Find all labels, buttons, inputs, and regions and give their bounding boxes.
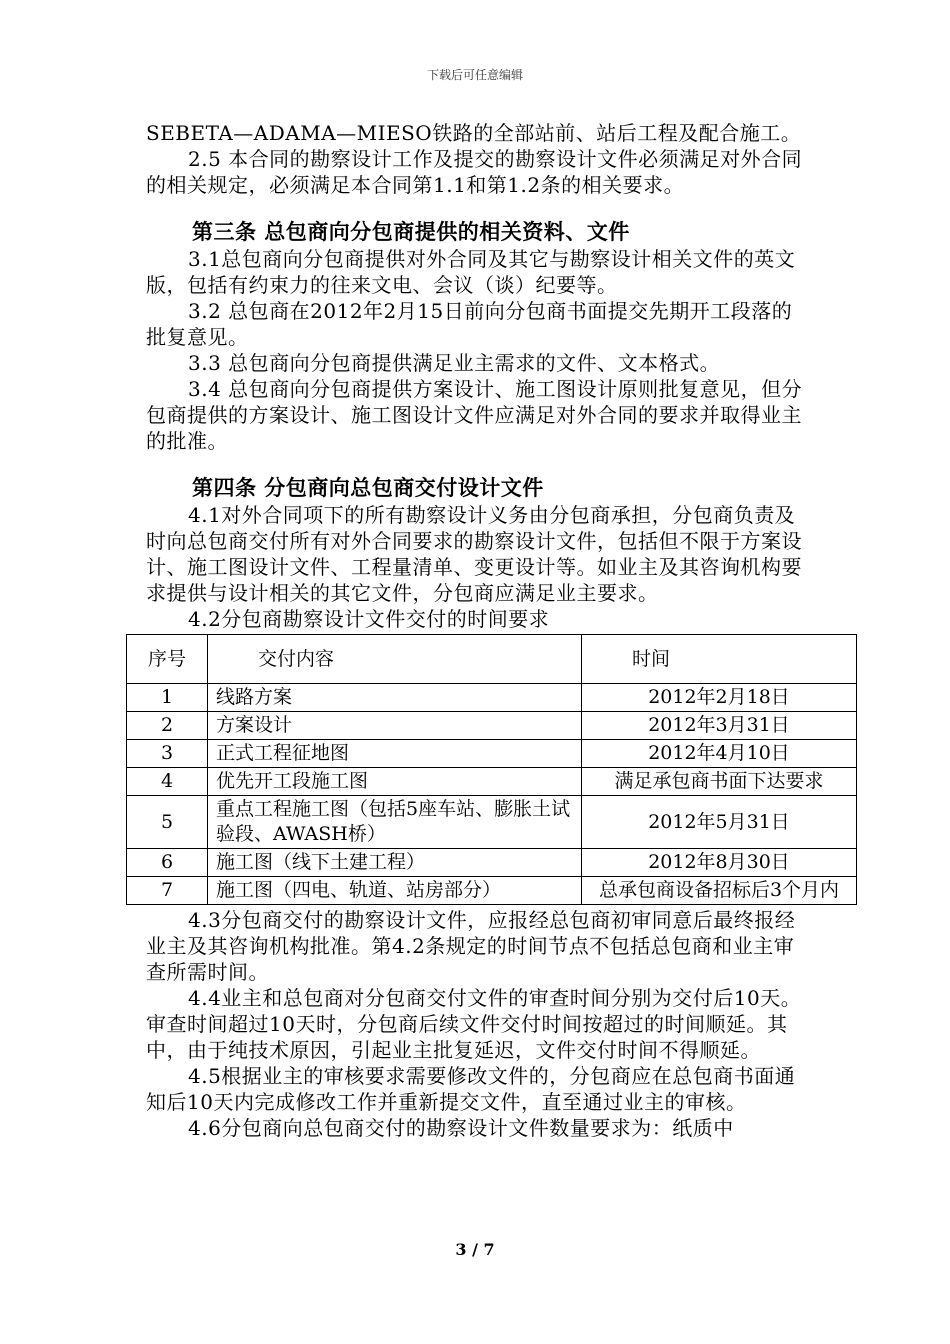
header-content: 交付内容 xyxy=(208,635,582,684)
table-row xyxy=(127,684,857,712)
paragraph: 4.5根据业主的审核要求需要修改文件的，分包商应在总包商书面通知后10天内完成修改工作并重新提交文件，直至通过业主的审核。 xyxy=(146,1064,796,1114)
cell-no: 4 xyxy=(127,768,208,796)
cell-no: 1 xyxy=(127,684,208,712)
cell-content: 正式工程征地图 xyxy=(208,740,582,768)
table-row xyxy=(127,849,857,877)
cell-no: 3 xyxy=(127,740,208,768)
paragraph: 4.3分包商交付的勘察设计文件，应报经总包商初审同意后最终报经业主及其咨询机构批准。第4.2条规定的时间节点不包括总包商和业主审查所需时间。 xyxy=(146,908,796,984)
paragraph: 3.4 总包商向分包商提供方案设计、施工图设计原则批复意见，但分包商提供的方案设计、施工图设计文件应满足对外合同的要求并取得业主的批准。 xyxy=(146,377,803,453)
cell-content: 线路方案 xyxy=(208,684,582,712)
paragraph: 4.6分包商向总包商交付的勘察设计文件数量要求为：纸质中 xyxy=(188,1116,734,1140)
cell-content: 施工图（四电、轨道、站房部分） xyxy=(208,877,582,905)
paragraph: SEBETA—ADAMA—MIESO铁路的全部站前、站后工程及配合施工。 xyxy=(146,121,802,145)
paragraph: 3.1总包商向分包商提供对外合同及其它与勘察设计相关文件的英文版，包括有约束力的往来文电、会议（谈）纪要等。 xyxy=(146,247,796,297)
cell-no: 5 xyxy=(127,796,208,849)
table-row xyxy=(127,712,857,740)
cell-content: 优先开工段施工图 xyxy=(208,768,582,796)
header-no: 序号 xyxy=(127,635,208,684)
table-header-row xyxy=(127,635,857,684)
cell-no: 2 xyxy=(127,712,208,740)
cell-time: 2012年8月30日 xyxy=(582,849,857,877)
table-row xyxy=(127,768,857,796)
cell-no: 7 xyxy=(127,877,208,905)
cell-content: 施工图（线下土建工程） xyxy=(208,849,582,877)
cell-time: 2012年2月18日 xyxy=(582,684,857,712)
cell-time: 总承包商设备招标后3个月内 xyxy=(582,877,857,905)
page-number: 3 / 7 xyxy=(455,1240,495,1259)
paragraph: 2.5 本合同的勘察设计工作及提交的勘察设计文件必须满足对外合同的相关规定，必须满足本合同第1.1和第1.2条的相关要求。 xyxy=(146,147,803,197)
paragraph: 4.2分包商勘察设计文件交付的时间要求 xyxy=(188,607,550,631)
cell-time: 2012年3月31日 xyxy=(582,712,857,740)
cell-time: 2012年4月10日 xyxy=(582,740,857,768)
document-body xyxy=(146,120,840,1141)
paragraph: 3.3 总包商向分包商提供满足业主需求的文件、文本格式。 xyxy=(188,351,721,375)
page-header: 下载后可任意编辑 xyxy=(426,68,523,82)
section-3-title: 第三条 总包商向分包商提供的相关资料、文件 xyxy=(192,220,630,244)
paragraph: 4.4业主和总包商对分包商交付文件的审查时间分别为交付后10天。审查时间超过10天时，分包商后续文件交付时间按超过的时间顺延。其中，由于纯技术原因，引起业主批复延迟，文件交付时间不得顺延。 xyxy=(146,986,802,1062)
delivery-schedule-table xyxy=(126,634,857,905)
paragraph: 4.1对外合同项下的所有勘察设计义务由分包商承担，分包商负责及时向总包商交付所有对外合同要求的勘察设计文件，包括但不限于方案设计、施工图设计文件、工程量清单、变更设计等。如业主及其咨询机构要求提供与设计相关的其它文件，分包商应满足业主要求。 xyxy=(146,503,802,605)
table-row xyxy=(127,740,857,768)
paragraph: 3.2 总包商在2012年2月15日前向分包商书面提交先期开工段落的批复意见。 xyxy=(146,299,793,349)
cell-content: 重点工程施工图（包括5座车站、膨胀土试验段、AWASH桥） xyxy=(208,796,582,849)
section-4-title: 第四条 分包商向总包商交付设计文件 xyxy=(192,476,544,500)
cell-time: 满足承包商书面下达要求 xyxy=(582,768,857,796)
cell-time: 2012年5月31日 xyxy=(582,796,857,849)
cell-content: 方案设计 xyxy=(208,712,582,740)
cell-no: 6 xyxy=(127,849,208,877)
header-time: 时间 xyxy=(582,635,857,684)
table-row xyxy=(127,877,857,905)
table-row xyxy=(127,796,857,849)
